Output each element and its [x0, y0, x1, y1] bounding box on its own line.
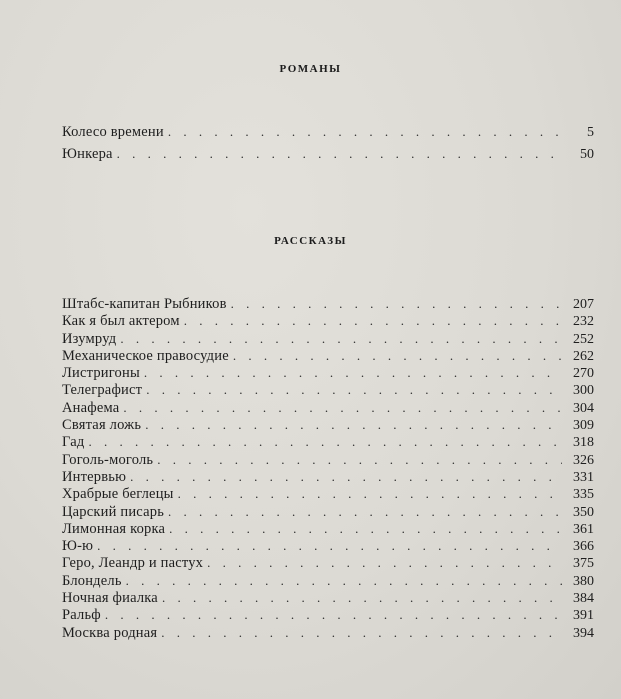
toc-entry: [62, 589, 594, 606]
toc-entry-title: Изумруд: [62, 330, 117, 347]
leader-dots: [145, 416, 562, 433]
toc-entry: [62, 572, 594, 589]
leader-dots: [97, 537, 562, 554]
toc-entry-page: 304: [573, 400, 594, 416]
section-title-novels: РОМАНЫ: [279, 63, 342, 75]
leader-dots: [126, 572, 562, 589]
toc-entry-page: 366: [573, 539, 594, 555]
toc-entry-title: Лимонная корка: [62, 520, 166, 537]
leader-dots: [130, 468, 562, 485]
leader-dots: [231, 295, 562, 312]
toc-entry-title: Ночная фиалка: [62, 590, 158, 607]
toc-entry-title: Ю-ю: [62, 538, 94, 555]
toc-entry: [62, 381, 594, 398]
toc-entry-title: Гад: [62, 434, 85, 451]
toc-entry-title: Блондель: [62, 572, 122, 589]
toc-entry-title: Ральф: [62, 607, 101, 624]
leader-dots: [117, 143, 562, 165]
leader-dots: [120, 330, 562, 347]
toc-entry: [62, 121, 594, 143]
section-title-stories: РАССКАЗЫ: [274, 235, 347, 247]
toc-entry-page: 5: [587, 125, 594, 140]
toc-entry-page: 380: [573, 573, 594, 589]
toc-entry-page: 375: [573, 556, 594, 572]
toc-entry: [62, 143, 594, 165]
toc-entry-title: Как я был актером: [62, 313, 180, 330]
leader-dots: [168, 121, 562, 143]
toc-entry: [62, 312, 594, 329]
toc-entry: [62, 468, 594, 485]
leader-dots: [162, 589, 562, 606]
leader-dots: [169, 520, 562, 537]
toc-entry-page: 270: [573, 366, 594, 382]
toc-entry-title: Интервью: [62, 468, 127, 485]
toc-entry-page: 252: [573, 331, 594, 347]
toc-entry-page: 207: [573, 297, 594, 312]
toc-entry: [62, 503, 594, 520]
toc-entry-page: 391: [573, 608, 594, 624]
toc-entry-page: 232: [573, 314, 594, 330]
leader-dots: [184, 312, 562, 329]
toc-entry-title: Юнкера: [62, 146, 113, 162]
toc-entry-page: 326: [573, 452, 594, 468]
toc-entry-page: 384: [573, 591, 594, 607]
toc-entry-page: 300: [573, 383, 594, 399]
leader-dots: [168, 503, 562, 520]
toc-entry-page: 50: [580, 147, 594, 162]
toc-entry-title: Храбрые беглецы: [62, 486, 174, 503]
toc-entry: [62, 537, 594, 554]
toc-entry-title: Геро, Леандр и пастух: [62, 555, 204, 572]
leader-dots: [178, 485, 562, 502]
toc-entry-title: Листригоны: [62, 365, 140, 382]
toc-entry: [62, 364, 594, 381]
toc-entry: [62, 520, 594, 537]
toc-entry-page: 335: [573, 487, 594, 503]
toc-entry-page: 361: [573, 521, 594, 537]
toc-entry-title: Механическое правосудие: [62, 347, 229, 364]
toc-entry-title: Царский писарь: [62, 503, 165, 520]
leader-dots: [146, 381, 562, 398]
toc-entry: [62, 624, 594, 641]
toc-entry: [62, 416, 594, 433]
toc-entry-page: 394: [573, 625, 594, 641]
toc-entry-title: Москва родная: [62, 624, 158, 641]
toc-entry: [62, 295, 594, 312]
toc-entry: [62, 347, 594, 364]
leader-dots: [233, 347, 562, 364]
toc-list-novels: [62, 121, 594, 165]
toc-entry-title: Гоголь-моголь: [62, 451, 154, 468]
toc-entry-title: Штабс-капитан Рыбников: [62, 296, 227, 312]
leader-dots: [105, 606, 562, 623]
toc-entry-title: Телеграфист: [62, 382, 143, 399]
toc-entry-page: 350: [573, 504, 594, 520]
toc-entry: [62, 485, 594, 502]
toc-entry: [62, 451, 594, 468]
toc-entry: [62, 554, 594, 571]
leader-dots: [88, 433, 562, 450]
leader-dots: [123, 399, 562, 416]
leader-dots: [157, 451, 562, 468]
toc-entry-page: 309: [573, 418, 594, 434]
toc-entry-page: 318: [573, 435, 594, 451]
leader-dots: [161, 624, 562, 641]
toc-entry: [62, 399, 594, 416]
toc-entry-title: Колесо времени: [62, 124, 164, 140]
leader-dots: [144, 364, 562, 381]
toc-entry: [62, 330, 594, 347]
toc-entry-title: Святая ложь: [62, 417, 142, 434]
toc-list-stories: [62, 295, 594, 641]
leader-dots: [207, 554, 562, 571]
toc-entry-page: 331: [573, 469, 594, 485]
toc-entry-title: Анафема: [62, 399, 120, 416]
toc-entry-page: 262: [573, 348, 594, 364]
toc-entry: [62, 433, 594, 450]
toc-entry: [62, 606, 594, 623]
